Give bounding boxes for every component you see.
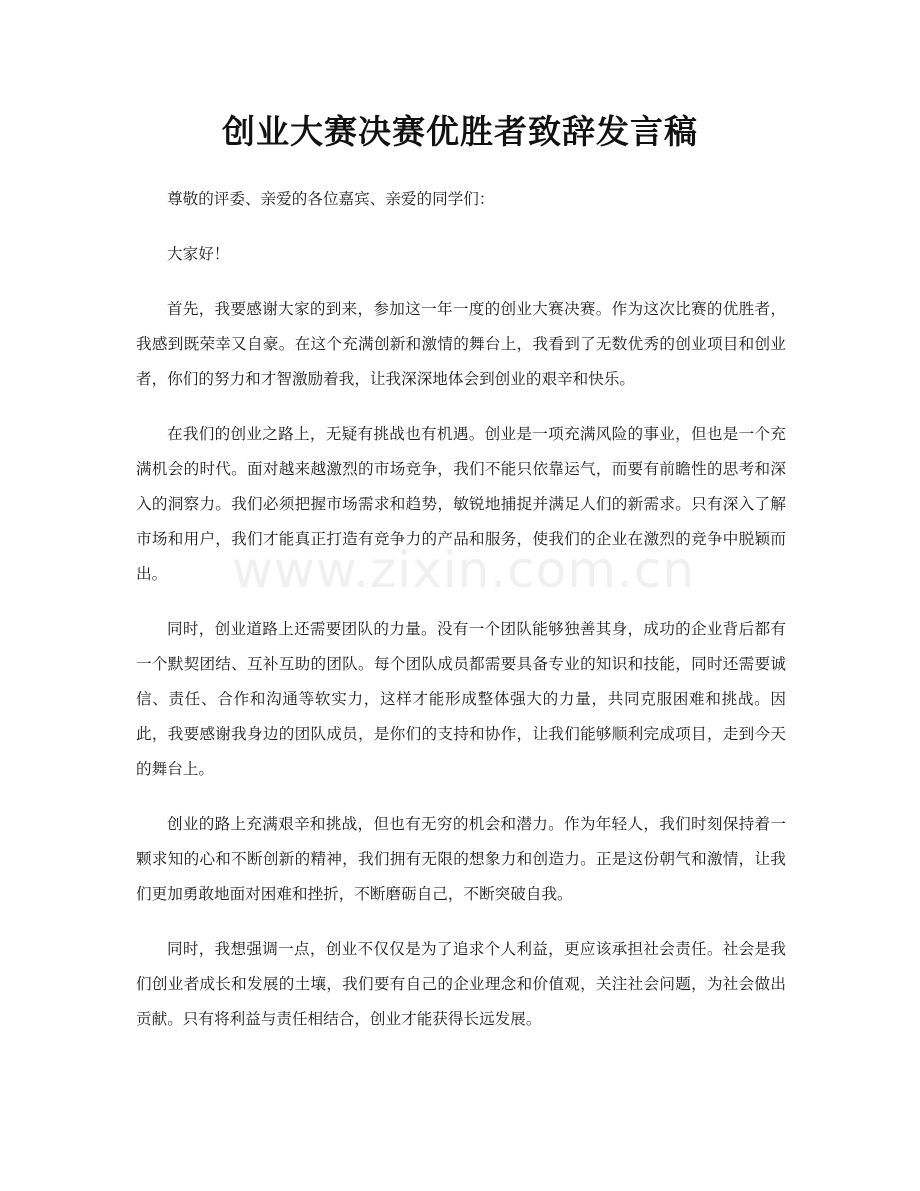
document-body bbox=[136, 182, 786, 1057]
body-paragraph: 首先，我要感谢大家的到来，参加这一年一度的创业大赛决赛。作为这次比赛的优胜者，我感到既荣幸又自豪。在这个充满创新和激情的舞台上，我看到了无数优秀的创业项目和创业者，你们的努力和才智激励着我，让我深深地体会到创业的艰辛和快乐。 bbox=[136, 300, 786, 388]
greeting-paragraph: 大家好！ bbox=[167, 245, 230, 263]
body-paragraph: 创业的路上充满艰辛和挑战，但也有无穷的机会和潜力。作为年轻人，我们时刻保持着一颗求知的心和不断创新的精神，我们拥有无限的想象力和创造力。正是这份朝气和激情，让我们更加勇敢地面对困难和挫折，不断磨砺自己，不断突破自我。 bbox=[136, 815, 786, 903]
body-paragraph: 同时，我想强调一点，创业不仅仅是为了追求个人利益，更应该承担社会责任。社会是我们创业者成长和发展的土壤，我们要有自己的企业理念和价值观，关注社会问题，为社会做出贡献。只有将利益与责任相结合，创业才能获得长远发展。 bbox=[136, 940, 786, 1028]
body-paragraph: 在我们的创业之路上，无疑有挑战也有机遇。创业是一项充满风险的事业，但也是一个充满机会的时代。面对越来越激烈的市场竞争，我们不能只依靠运气，而要有前瞻性的思考和深入的洞察力。我们必须把握市场需求和趋势，敏锐地捕捉并满足人们的新需求。只有深入了解市场和用户，我们才能真正打造有竞争力的产品和服务，使我们的企业在激烈的竞争中脱颖而出。 bbox=[136, 425, 786, 583]
salutation-paragraph: 尊敬的评委、亲爱的各位嘉宾、亲爱的同学们： bbox=[167, 190, 495, 208]
site-watermark: www.zixin.com.cn bbox=[232, 541, 696, 599]
document-title: 创业大赛决赛优胜者致辞发言稿 bbox=[222, 112, 698, 151]
body-paragraph: 同时，创业道路上还需要团队的力量。没有一个团队能够独善其身，成功的企业背后都有一个默契团结、互补互助的团队。每个团队成员都需要具备专业的知识和技能，同时还需要诚信、责任、合作和沟通等软实力，这样才能形成整体强大的力量，共同克服困难和挑战。因此，我要感谢我身边的团队成员，是你们的支持和协作，让我们能够顺利完成项目，走到今天的舞台上。 bbox=[136, 620, 786, 778]
